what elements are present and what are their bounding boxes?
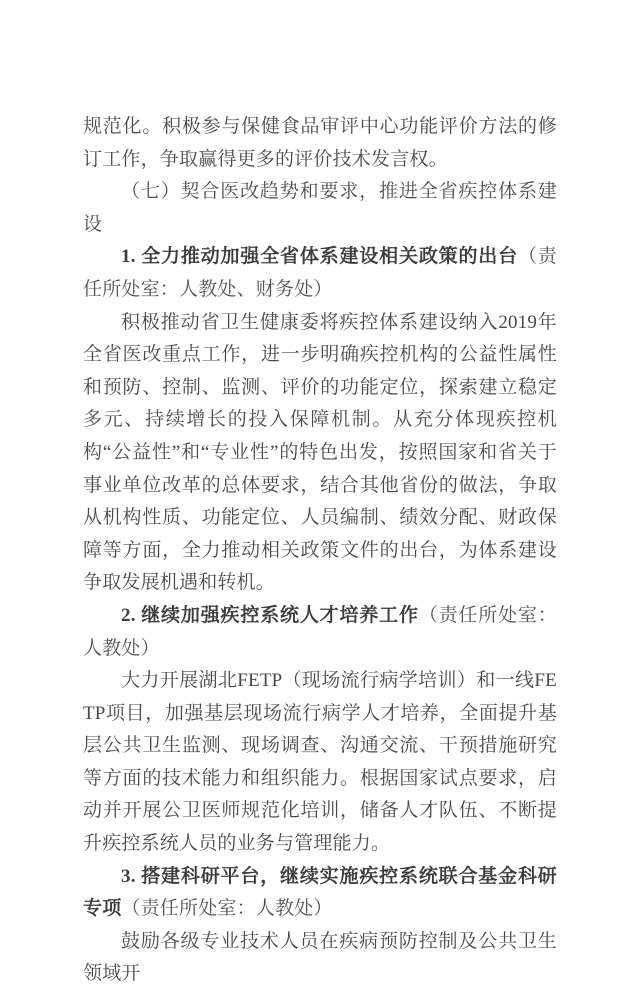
document-text-block [83, 111, 557, 991]
item-1-body: 积极推动省卫生健康委将疾控体系建设纳入2019年全省医改重点工作，进一步明确疾控机构的公益性属性和预防、控制、监测、评价的功能定位，探索建立稳定多元、持续增长的投入保障机制。从充分体现疾控机构“公益性”和“专业性”的特色出发，按照国家和省关于事业单位改革的总体要求，结合其他省份的做法，争取从机构性质、功能定位、人员编制、绩效分配、财政保障等方面，全力推动相关政策文件的出台，为体系建设争取发展机遇和转机。 [83, 311, 557, 594]
item-2-body: 大力开展湖北FETP（现场流行病学培训）和一线FETP项目，加强基层现场流行病学人才培养，全面提升基层公共卫生监测、现场调查、沟通交流、干预措施研究等方面的技术能力和组织能力。根据国家试点要求，启动并开展公卫医师规范化培训，储备人才队伍、不断提升疾控系统人员的业务与管理能力。 [83, 670, 557, 855]
item-2-responsible-note: （责任所处室：人教处） [83, 604, 557, 659]
item-3-responsible-note: （责任所处室：人教处） [121, 898, 333, 920]
item-1-heading-text: 1. 全力推动加强全省体系建设相关政策的出台 [121, 246, 518, 268]
item-1-responsible-note: （责任所处室：人教处、财务处） [83, 246, 557, 300]
item-3-heading [83, 861, 557, 926]
item-2-heading-text: 2. 继续加强疾控系统人才培养工作 [121, 604, 419, 626]
item-1-heading [83, 241, 557, 306]
item-2-heading [83, 600, 557, 665]
item-3-body: 鼓励各级专业技术人员在疾病预防控制及公共卫生领域开 [83, 930, 557, 985]
item-3-heading-text: 3. 搭建科研平台，继续实施疾控系统联合基金科研专项 [83, 865, 557, 920]
section-heading-7: （七）契合医改趋势和要求，推进全省疾控体系建设 [83, 181, 557, 235]
paragraph-continuation: 规范化。积极参与保健食品审评中心功能评价方法的修订工作，争取赢得更多的评价技术发言权。 [83, 116, 557, 170]
